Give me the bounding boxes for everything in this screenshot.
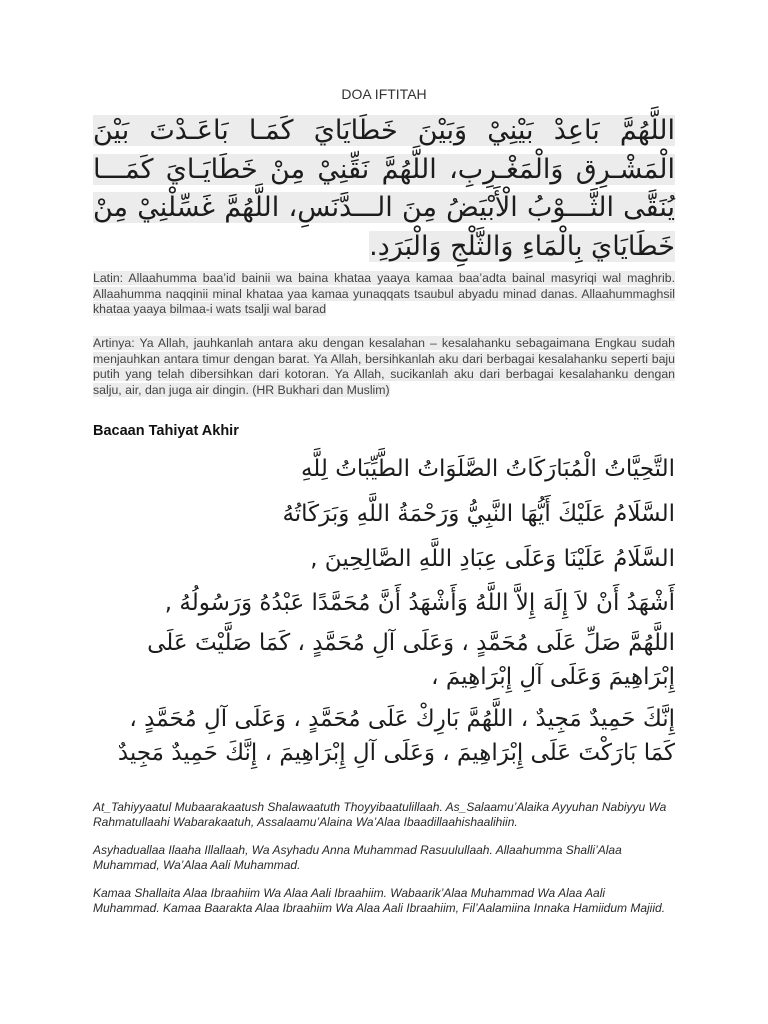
doa-title: DOA IFTITAH xyxy=(341,86,427,102)
tahiyat-arabic-line: التَّحِيَّاتُ الْمُبَارَكَاتُ الصَّلَوَاتُ الطَّيِّبَاتُ لِلَّهِ xyxy=(300,456,675,482)
tahiyat-latin-paragraph: Asyhaduallaa Ilaaha Illallaah, Wa Asyhadu Anna Muhammad Rasuulullaah. Allaahumma Shalli’Alaa Muhammad, Wa’Alaa Aali Muhammad. xyxy=(93,843,622,872)
doa-meaning-text: Artinya: Ya Allah, jauhkanlah antara aku dengan kesalahan – kesalahanku sebagaimana Engkau sudah menjauhkan antara timur dengan barat. Ya Allah, bersihkanlah aku dari berbagai kesalahanku seperti baju putih yang telah dibersihkan dari kotoran. Ya Allah, sucikanlah aku dari berbagai kesalahanku dengan salju, air, dan juga air dingin. (HR Bukhari dan Muslim) xyxy=(93,336,675,397)
tahiyat-arabic-line: أَشْهَدُ أَنْ لاَ إِلَهَ إِلاَّ اللَّهُ وَأَشْهَدُ أَنَّ مُحَمَّدًا عَبْدُهُ وَرَسُولُهُ , xyxy=(164,590,675,616)
tahiyat-arabic-line: السَّلَامُ عَلَيْنَا وَعَلَى عِبَادِ اللَّهِ الصَّالِحِينَ , xyxy=(310,546,675,572)
tahiyat-arabic-line: السَّلَامُ عَلَيْكَ أَيُّهَا النَّبِيُّ وَرَحْمَةُ اللَّهِ وَبَرَكَاتُهُ xyxy=(282,501,675,527)
tahiyat-arabic-line: إِنَّكَ حَمِيدٌ مَجِيدٌ ، اللَّهُمَّ بَارِكْ عَلَى مُحَمَّدٍ ، وَعَلَى آلِ مُحَمَّدٍ ، كَمَا بَارَكْتَ عَلَى إِبْرَاهِيمَ ، وَعَلَى آلِ إِبْرَاهِيمَ ، إِنَّكَ حَمِيدٌ مَجِيدٌ xyxy=(117,706,675,766)
tahiyat-heading: Bacaan Tahiyat Akhir xyxy=(93,423,239,439)
tahiyat-latin-paragraph: At_Tahiyyaatul Mubaarakaatush Shalawaatuth Thoyyibaatulillaah. As_Salaamu’Alaika Ayyuhan Nabiyyu Wa Rahmatullaahi Wabarakaatuh, Assalaamu’Alaina Wa’Alaa Ibaadillaahishaalihiin. xyxy=(93,800,667,829)
doa-iftitah-arabic-text: اللَّهُمَّ بَاعِدْ بَيْنِيْ وَبَيْنَ خَطَايَايَ كَمَـا بَاعَـدْتَ بَيْنَ الْمَشْـرِق وَالْمَغْـرِبِ، اللَّهُمَّ نَقِّنِيْ مِنْ خَطَايَـايَ كَمَـــا يُنَقَّى الثَّـــوْبُ الْأَبْيَضُ مِنَ الـــدَّنَسِ، اللَّهُمَّ غَسِّلْنِيْ مِنْ خَطَايَايَ بِالْمَاءِ وَالثَّلْجِ وَالْبَرَدِ. xyxy=(93,115,675,262)
doa-latin-paragraph xyxy=(93,271,675,318)
tahiyat-arabic-line: اللَّهُمَّ صَلِّ عَلَى مُحَمَّدٍ ، وَعَلَى آلِ مُحَمَّدٍ ، كَمَا صَلَّيْتَ عَلَى إِبْرَاهِيمَ وَعَلَى آلِ إِبْرَاهِيمَ ، xyxy=(147,630,675,690)
tahiyat-latin-paragraph: Kamaa Shallaita Alaa Ibraahiim Wa Alaa Aali Ibraahiim. Wabaarik’Alaa Muhammad Wa Alaa Aali Muhammad. Kamaa Baarakta Alaa Ibraahiim Wa Alaa Aali Ibraahiim, Fil’Aalamiina Innaka Hamiidum Majiid. xyxy=(93,886,666,915)
doa-meaning-paragraph xyxy=(93,336,675,398)
doa-iftitah-arabic xyxy=(93,112,675,266)
doa-latin-text: Latin: Allaahumma baa’id bainii wa baina khataa yaaya kamaa baa’adta bainal masyriqi wal maghrib. Allaahumma naqqinii minal khataa yaa kamaa yunaqqats tsaubul abyadu minad danas. Allaahummaghsil khataa yaaya bilmaa-i wats tsalji wal barad xyxy=(93,271,675,316)
